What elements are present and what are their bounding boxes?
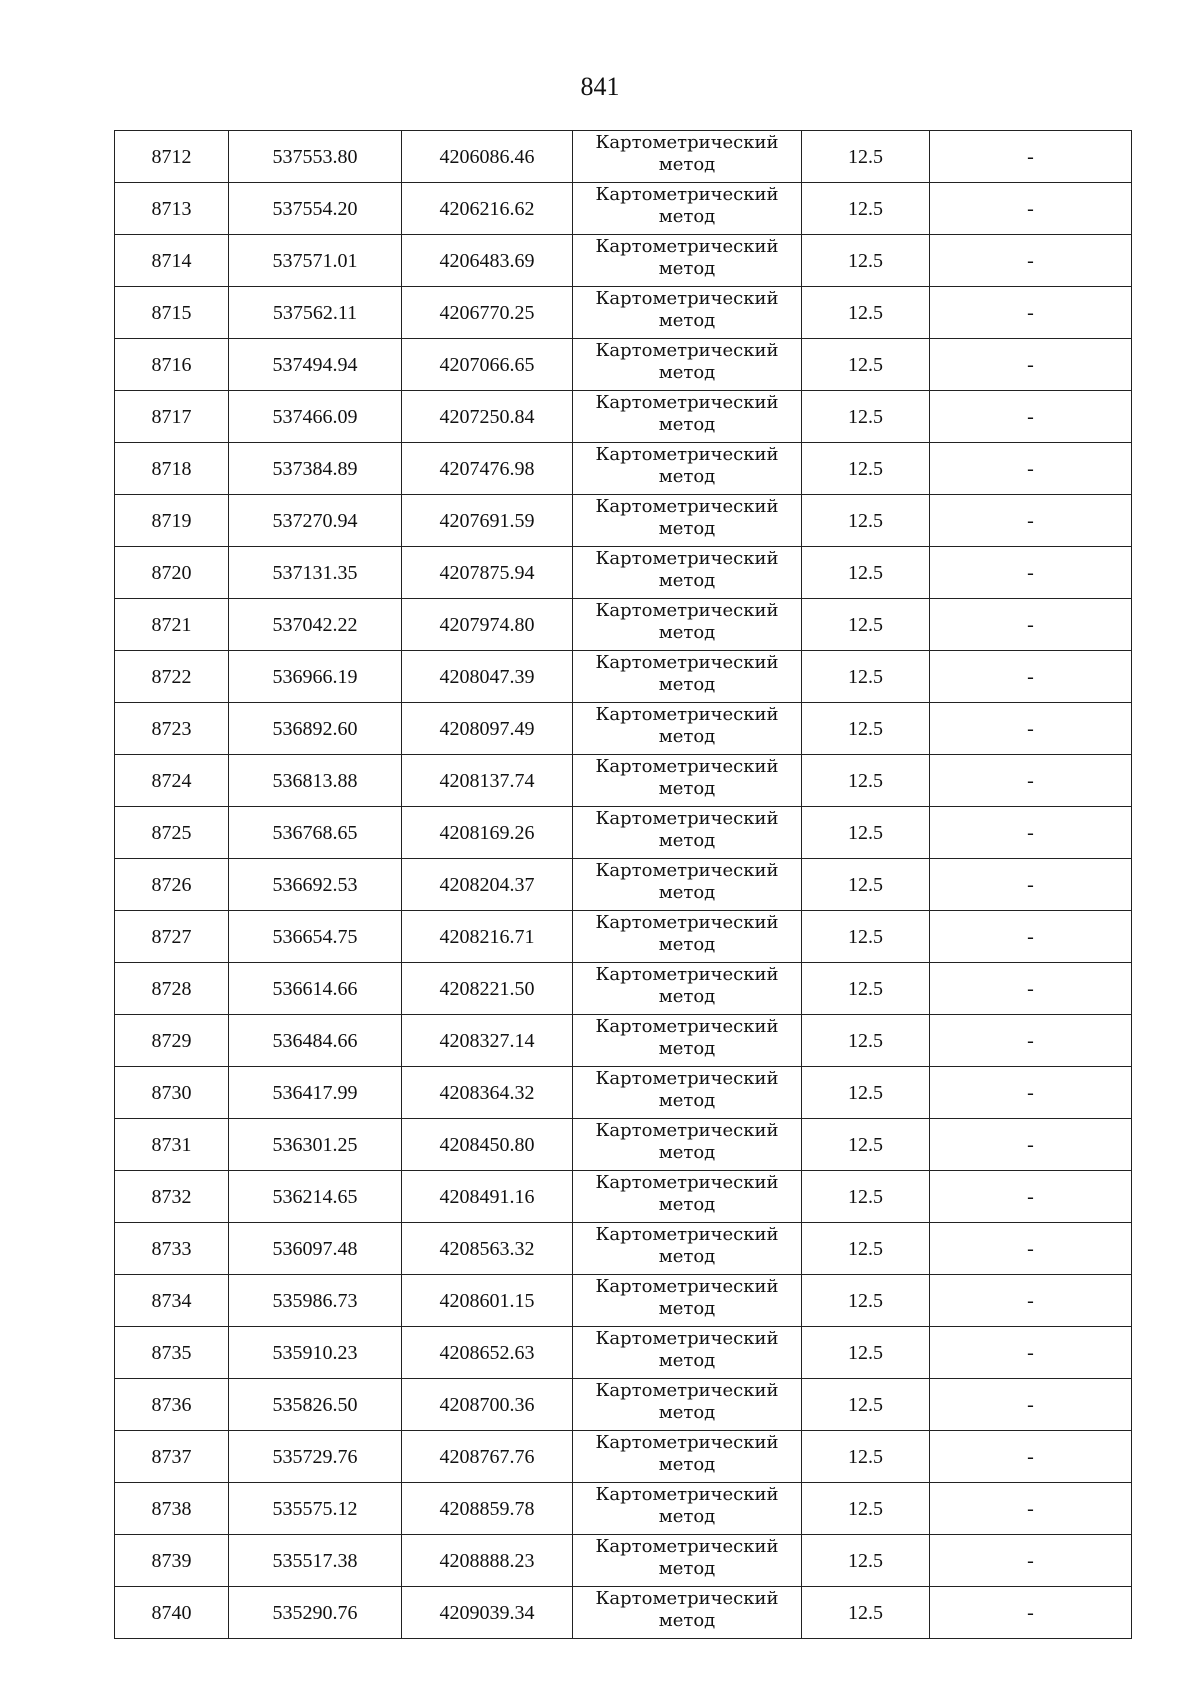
accuracy-cell: 12.5	[802, 1223, 930, 1275]
method-cell	[573, 547, 802, 599]
x-coordinate-cell: 537571.01	[229, 235, 402, 287]
method-line-2: метод	[658, 1349, 716, 1371]
accuracy-cell: 12.5	[802, 1535, 930, 1587]
table-row	[115, 1379, 1132, 1431]
method-line-1: Картометрический	[595, 1015, 779, 1037]
method-line-1: Картометрический	[595, 1275, 779, 1297]
method-cell	[573, 1223, 802, 1275]
description-cell: -	[930, 807, 1132, 859]
description-cell: -	[930, 391, 1132, 443]
y-coordinate-cell: 4208047.39	[402, 651, 573, 703]
table-row	[115, 703, 1132, 755]
method-line-2: метод	[658, 309, 716, 331]
y-coordinate-cell: 4206086.46	[402, 131, 573, 183]
point-number-cell: 8739	[115, 1535, 229, 1587]
point-number-cell: 8729	[115, 1015, 229, 1067]
method-cell	[573, 703, 802, 755]
point-number-cell: 8724	[115, 755, 229, 807]
description-cell: -	[930, 859, 1132, 911]
x-coordinate-cell: 537042.22	[229, 599, 402, 651]
point-number-cell: 8728	[115, 963, 229, 1015]
x-coordinate-cell: 535826.50	[229, 1379, 402, 1431]
description-cell: -	[930, 963, 1132, 1015]
accuracy-cell: 12.5	[802, 651, 930, 703]
description-cell: -	[930, 287, 1132, 339]
accuracy-cell: 12.5	[802, 1171, 930, 1223]
x-coordinate-cell: 536654.75	[229, 911, 402, 963]
method-line-2: метод	[658, 829, 716, 851]
method-line-2: метод	[658, 933, 716, 955]
x-coordinate-cell: 535910.23	[229, 1327, 402, 1379]
table-row	[115, 963, 1132, 1015]
x-coordinate-cell: 536768.65	[229, 807, 402, 859]
point-number-cell: 8712	[115, 131, 229, 183]
x-coordinate-cell: 535290.76	[229, 1587, 402, 1639]
point-number-cell: 8736	[115, 1379, 229, 1431]
accuracy-cell: 12.5	[802, 547, 930, 599]
table-row	[115, 911, 1132, 963]
method-line-2: метод	[658, 1245, 716, 1267]
method-cell	[573, 391, 802, 443]
point-number-cell: 8735	[115, 1327, 229, 1379]
method-cell	[573, 859, 802, 911]
method-cell	[573, 1431, 802, 1483]
x-coordinate-cell: 537131.35	[229, 547, 402, 599]
method-cell	[573, 755, 802, 807]
table-row	[115, 183, 1132, 235]
method-cell	[573, 1535, 802, 1587]
description-cell: -	[930, 1587, 1132, 1639]
table-row	[115, 339, 1132, 391]
table-row	[115, 1483, 1132, 1535]
accuracy-cell: 12.5	[802, 131, 930, 183]
description-cell: -	[930, 599, 1132, 651]
method-line-2: метод	[658, 1297, 716, 1319]
method-line-2: метод	[658, 1505, 716, 1527]
method-line-1: Картометрический	[595, 339, 779, 361]
method-line-1: Картометрический	[595, 1483, 779, 1505]
x-coordinate-cell: 536097.48	[229, 1223, 402, 1275]
coordinates-table	[114, 130, 1132, 1639]
method-cell	[573, 287, 802, 339]
description-cell: -	[930, 443, 1132, 495]
x-coordinate-cell: 537554.20	[229, 183, 402, 235]
point-number-cell: 8733	[115, 1223, 229, 1275]
method-line-2: метод	[658, 1401, 716, 1423]
y-coordinate-cell: 4208216.71	[402, 911, 573, 963]
table-row	[115, 651, 1132, 703]
method-line-1: Картометрический	[595, 1327, 779, 1349]
x-coordinate-cell: 535575.12	[229, 1483, 402, 1535]
y-coordinate-cell: 4208450.80	[402, 1119, 573, 1171]
table-body	[115, 131, 1132, 1639]
x-coordinate-cell: 537494.94	[229, 339, 402, 391]
table-row	[115, 131, 1132, 183]
y-coordinate-cell: 4208169.26	[402, 807, 573, 859]
method-line-1: Картометрический	[595, 1223, 779, 1245]
method-cell	[573, 131, 802, 183]
method-cell	[573, 599, 802, 651]
accuracy-cell: 12.5	[802, 183, 930, 235]
accuracy-cell: 12.5	[802, 755, 930, 807]
point-number-cell: 8737	[115, 1431, 229, 1483]
method-line-1: Картометрический	[595, 183, 779, 205]
x-coordinate-cell: 535986.73	[229, 1275, 402, 1327]
y-coordinate-cell: 4208097.49	[402, 703, 573, 755]
point-number-cell: 8740	[115, 1587, 229, 1639]
table-row	[115, 235, 1132, 287]
y-coordinate-cell: 4209039.34	[402, 1587, 573, 1639]
method-cell	[573, 1587, 802, 1639]
method-line-2: метод	[658, 1141, 716, 1163]
y-coordinate-cell: 4208888.23	[402, 1535, 573, 1587]
method-line-1: Картометрический	[595, 859, 779, 881]
y-coordinate-cell: 4208204.37	[402, 859, 573, 911]
description-cell: -	[930, 183, 1132, 235]
x-coordinate-cell: 536417.99	[229, 1067, 402, 1119]
method-cell	[573, 235, 802, 287]
method-line-1: Картометрический	[595, 443, 779, 465]
description-cell: -	[930, 1379, 1132, 1431]
y-coordinate-cell: 4207066.65	[402, 339, 573, 391]
method-cell	[573, 183, 802, 235]
point-number-cell: 8715	[115, 287, 229, 339]
description-cell: -	[930, 703, 1132, 755]
accuracy-cell: 12.5	[802, 1431, 930, 1483]
method-line-1: Картометрический	[595, 651, 779, 673]
accuracy-cell: 12.5	[802, 495, 930, 547]
method-line-2: метод	[658, 413, 716, 435]
description-cell: -	[930, 1067, 1132, 1119]
accuracy-cell: 12.5	[802, 287, 930, 339]
y-coordinate-cell: 4208601.15	[402, 1275, 573, 1327]
accuracy-cell: 12.5	[802, 391, 930, 443]
method-line-2: метод	[658, 1557, 716, 1579]
method-line-1: Картометрический	[595, 1535, 779, 1557]
description-cell: -	[930, 755, 1132, 807]
table-row	[115, 1171, 1132, 1223]
method-line-1: Картометрический	[595, 287, 779, 309]
table-row	[115, 1119, 1132, 1171]
point-number-cell: 8738	[115, 1483, 229, 1535]
x-coordinate-cell: 535517.38	[229, 1535, 402, 1587]
method-line-1: Картометрический	[595, 1171, 779, 1193]
description-cell: -	[930, 495, 1132, 547]
description-cell: -	[930, 1015, 1132, 1067]
method-cell	[573, 495, 802, 547]
point-number-cell: 8725	[115, 807, 229, 859]
y-coordinate-cell: 4207974.80	[402, 599, 573, 651]
table-row	[115, 755, 1132, 807]
table-row	[115, 599, 1132, 651]
point-number-cell: 8713	[115, 183, 229, 235]
page-number: 841	[580, 72, 620, 101]
table-row	[115, 1431, 1132, 1483]
method-cell	[573, 1067, 802, 1119]
description-cell: -	[930, 911, 1132, 963]
method-line-2: метод	[658, 1037, 716, 1059]
point-number-cell: 8727	[115, 911, 229, 963]
method-line-2: метод	[658, 621, 716, 643]
y-coordinate-cell: 4206770.25	[402, 287, 573, 339]
method-line-1: Картометрический	[595, 807, 779, 829]
description-cell: -	[930, 339, 1132, 391]
description-cell: -	[930, 1171, 1132, 1223]
table-row	[115, 287, 1132, 339]
method-cell	[573, 911, 802, 963]
y-coordinate-cell: 4206216.62	[402, 183, 573, 235]
y-coordinate-cell: 4207691.59	[402, 495, 573, 547]
method-line-2: метод	[658, 1089, 716, 1111]
table-row	[115, 443, 1132, 495]
accuracy-cell: 12.5	[802, 911, 930, 963]
accuracy-cell: 12.5	[802, 1587, 930, 1639]
accuracy-cell: 12.5	[802, 339, 930, 391]
method-line-2: метод	[658, 1453, 716, 1475]
method-line-2: метод	[658, 777, 716, 799]
accuracy-cell: 12.5	[802, 703, 930, 755]
y-coordinate-cell: 4208221.50	[402, 963, 573, 1015]
table-row	[115, 1067, 1132, 1119]
y-coordinate-cell: 4208327.14	[402, 1015, 573, 1067]
accuracy-cell: 12.5	[802, 443, 930, 495]
table-row	[115, 547, 1132, 599]
point-number-cell: 8717	[115, 391, 229, 443]
table-row	[115, 1015, 1132, 1067]
method-cell	[573, 1275, 802, 1327]
method-cell	[573, 963, 802, 1015]
description-cell: -	[930, 1275, 1132, 1327]
y-coordinate-cell: 4208767.76	[402, 1431, 573, 1483]
y-coordinate-cell: 4208491.16	[402, 1171, 573, 1223]
accuracy-cell: 12.5	[802, 807, 930, 859]
point-number-cell: 8720	[115, 547, 229, 599]
point-number-cell: 8731	[115, 1119, 229, 1171]
method-cell	[573, 1483, 802, 1535]
point-number-cell: 8714	[115, 235, 229, 287]
accuracy-cell: 12.5	[802, 1327, 930, 1379]
table-row	[115, 1535, 1132, 1587]
x-coordinate-cell: 537553.80	[229, 131, 402, 183]
method-line-2: метод	[658, 1193, 716, 1215]
table-row	[115, 807, 1132, 859]
method-line-2: метод	[658, 465, 716, 487]
method-line-2: метод	[658, 257, 716, 279]
description-cell: -	[930, 235, 1132, 287]
method-line-2: метод	[658, 881, 716, 903]
method-line-2: метод	[658, 673, 716, 695]
accuracy-cell: 12.5	[802, 1379, 930, 1431]
method-line-1: Картометрический	[595, 495, 779, 517]
method-cell	[573, 651, 802, 703]
method-cell	[573, 1327, 802, 1379]
method-cell	[573, 1379, 802, 1431]
accuracy-cell: 12.5	[802, 1015, 930, 1067]
accuracy-cell: 12.5	[802, 963, 930, 1015]
point-number-cell: 8722	[115, 651, 229, 703]
method-cell	[573, 1119, 802, 1171]
description-cell: -	[930, 1431, 1132, 1483]
table-row	[115, 1275, 1132, 1327]
method-line-1: Картометрический	[595, 131, 779, 153]
x-coordinate-cell: 536301.25	[229, 1119, 402, 1171]
x-coordinate-cell: 536484.66	[229, 1015, 402, 1067]
point-number-cell: 8719	[115, 495, 229, 547]
x-coordinate-cell: 537270.94	[229, 495, 402, 547]
y-coordinate-cell: 4208364.32	[402, 1067, 573, 1119]
method-line-2: метод	[658, 725, 716, 747]
description-cell: -	[930, 651, 1132, 703]
description-cell: -	[930, 1483, 1132, 1535]
method-line-1: Картометрический	[595, 963, 779, 985]
accuracy-cell: 12.5	[802, 1483, 930, 1535]
x-coordinate-cell: 536614.66	[229, 963, 402, 1015]
y-coordinate-cell: 4208700.36	[402, 1379, 573, 1431]
accuracy-cell: 12.5	[802, 1067, 930, 1119]
method-line-2: метод	[658, 361, 716, 383]
x-coordinate-cell: 537466.09	[229, 391, 402, 443]
method-cell	[573, 1015, 802, 1067]
method-line-2: метод	[658, 205, 716, 227]
method-cell	[573, 339, 802, 391]
accuracy-cell: 12.5	[802, 599, 930, 651]
x-coordinate-cell: 536692.53	[229, 859, 402, 911]
accuracy-cell: 12.5	[802, 859, 930, 911]
x-coordinate-cell: 536813.88	[229, 755, 402, 807]
point-number-cell: 8718	[115, 443, 229, 495]
method-line-1: Картометрический	[595, 235, 779, 257]
point-number-cell: 8734	[115, 1275, 229, 1327]
table-row	[115, 495, 1132, 547]
x-coordinate-cell: 536892.60	[229, 703, 402, 755]
y-coordinate-cell: 4207250.84	[402, 391, 573, 443]
method-line-1: Картометрический	[595, 547, 779, 569]
method-line-2: метод	[658, 569, 716, 591]
description-cell: -	[930, 547, 1132, 599]
x-coordinate-cell: 537562.11	[229, 287, 402, 339]
description-cell: -	[930, 1327, 1132, 1379]
method-line-1: Картометрический	[595, 1119, 779, 1141]
y-coordinate-cell: 4208563.32	[402, 1223, 573, 1275]
point-number-cell: 8732	[115, 1171, 229, 1223]
method-line-1: Картометрический	[595, 1067, 779, 1089]
method-line-1: Картометрический	[595, 911, 779, 933]
x-coordinate-cell: 535729.76	[229, 1431, 402, 1483]
method-line-1: Картометрический	[595, 1587, 779, 1609]
accuracy-cell: 12.5	[802, 1119, 930, 1171]
table-row	[115, 859, 1132, 911]
table-row	[115, 1223, 1132, 1275]
table-row	[115, 391, 1132, 443]
y-coordinate-cell: 4208652.63	[402, 1327, 573, 1379]
method-cell	[573, 443, 802, 495]
method-cell	[573, 807, 802, 859]
method-line-1: Картометрический	[595, 1431, 779, 1453]
accuracy-cell: 12.5	[802, 1275, 930, 1327]
method-line-2: метод	[658, 1609, 716, 1631]
point-number-cell: 8726	[115, 859, 229, 911]
method-line-1: Картометрический	[595, 391, 779, 413]
point-number-cell: 8721	[115, 599, 229, 651]
y-coordinate-cell: 4208859.78	[402, 1483, 573, 1535]
method-line-1: Картометрический	[595, 703, 779, 725]
accuracy-cell: 12.5	[802, 235, 930, 287]
table-row	[115, 1327, 1132, 1379]
method-cell	[573, 1171, 802, 1223]
method-line-2: метод	[658, 153, 716, 175]
point-number-cell: 8716	[115, 339, 229, 391]
point-number-cell: 8730	[115, 1067, 229, 1119]
description-cell: -	[930, 1223, 1132, 1275]
method-line-2: метод	[658, 985, 716, 1007]
x-coordinate-cell: 536966.19	[229, 651, 402, 703]
table-row	[115, 1587, 1132, 1639]
y-coordinate-cell: 4206483.69	[402, 235, 573, 287]
y-coordinate-cell: 4207476.98	[402, 443, 573, 495]
method-line-1: Картометрический	[595, 755, 779, 777]
x-coordinate-cell: 537384.89	[229, 443, 402, 495]
x-coordinate-cell: 536214.65	[229, 1171, 402, 1223]
description-cell: -	[930, 1535, 1132, 1587]
description-cell: -	[930, 1119, 1132, 1171]
description-cell: -	[930, 131, 1132, 183]
point-number-cell: 8723	[115, 703, 229, 755]
method-line-2: метод	[658, 517, 716, 539]
method-line-1: Картометрический	[595, 1379, 779, 1401]
y-coordinate-cell: 4207875.94	[402, 547, 573, 599]
method-line-1: Картометрический	[595, 599, 779, 621]
y-coordinate-cell: 4208137.74	[402, 755, 573, 807]
